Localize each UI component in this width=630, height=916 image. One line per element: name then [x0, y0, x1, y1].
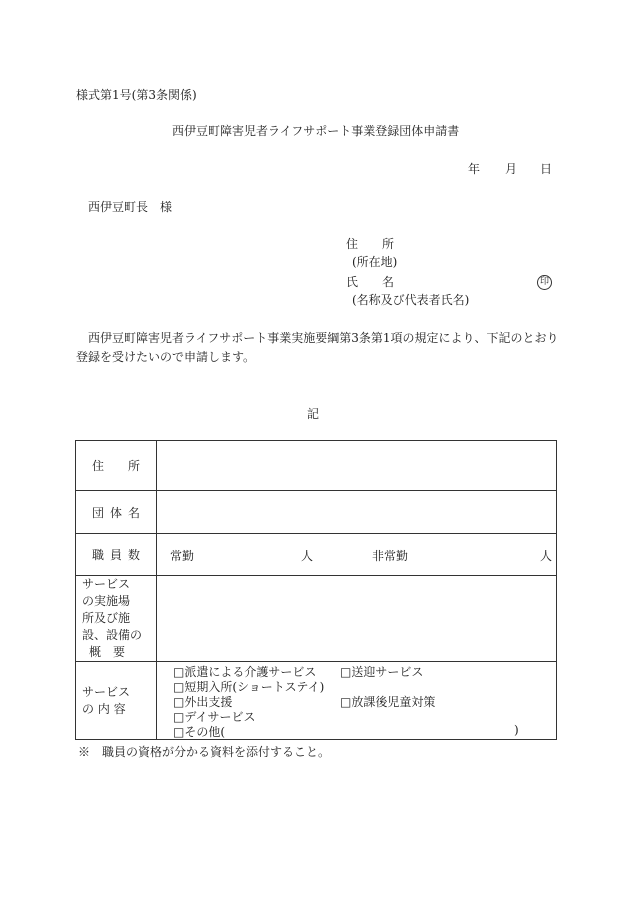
- fulltime-unit: 人: [301, 549, 314, 563]
- group-name-value-cell[interactable]: [157, 491, 557, 534]
- address-label: 住 所: [92, 459, 141, 473]
- group-name-label: 団体名: [92, 505, 147, 520]
- document-title: 西伊豆町障害児者ライフサポート事業登録団体申請書: [172, 124, 460, 138]
- application-table: [75, 440, 557, 740]
- applicant-address-label: 住 所: [346, 237, 395, 251]
- table-row-address: [76, 441, 557, 491]
- service-label-line: サービス: [82, 684, 131, 699]
- parttime-unit: 人: [540, 549, 553, 563]
- service-label-cell: [76, 662, 157, 740]
- fulltime-label: 常勤: [170, 549, 195, 563]
- table-row-group-name: [76, 491, 557, 534]
- facility-value-cell[interactable]: [157, 576, 557, 662]
- service-transport-checkbox[interactable]: □送迎サービス: [340, 665, 424, 679]
- service-short-stay-checkbox[interactable]: □短期入所(ショートステイ): [173, 680, 325, 694]
- table-row-services: [76, 662, 557, 740]
- date-year: 年: [468, 162, 481, 176]
- service-other-close-paren: ): [514, 723, 519, 737]
- applicant-location-label: (所在地): [352, 255, 398, 269]
- address-label-cell: [76, 441, 157, 491]
- services-cell: [157, 662, 557, 740]
- form-number: 様式第1号(第3条関係): [76, 88, 197, 102]
- parttime-label: 非常勤: [372, 549, 409, 563]
- date-month: 月: [505, 162, 518, 176]
- table-row-staff: [76, 534, 557, 576]
- applicant-representative-label: (名称及び代表者氏名): [352, 293, 470, 307]
- facility-label-line: の実施場: [82, 594, 131, 608]
- service-after-school-checkbox[interactable]: □放課後児童対策: [340, 695, 436, 709]
- facility-label-line: 設、設備の: [82, 628, 143, 642]
- body-text-line2: 登録を受けたいので申請します。: [76, 350, 256, 364]
- date-day: 日: [540, 162, 553, 176]
- facility-label-cell: [76, 576, 157, 662]
- ki-heading: 記: [307, 407, 320, 421]
- service-dispatch-care-checkbox[interactable]: □派遣による介護サービス: [173, 665, 317, 679]
- seal-text: 印: [537, 275, 552, 290]
- group-name-label-cell: [76, 491, 157, 534]
- service-label-line: の 内 容: [82, 701, 126, 716]
- addressee: 西伊豆町長 様: [88, 200, 173, 214]
- facility-label-line: サービス: [82, 577, 131, 591]
- body-text-line1: 西伊豆町障害児者ライフサポート事業実施要綱第3条第1項の規定により、下記のとおり: [88, 331, 559, 345]
- applicant-name-label: 氏 名: [346, 275, 395, 289]
- staff-label-cell: [76, 534, 157, 576]
- table-row-facility: [76, 576, 557, 662]
- footnote: ※ 職員の資格が分かる資料を添付すること。: [78, 745, 331, 759]
- facility-label-line: 所及び施: [82, 611, 131, 625]
- staff-value-cell[interactable]: [157, 534, 557, 576]
- seal-mark: [537, 273, 552, 290]
- facility-label-line: 概 要: [89, 645, 126, 659]
- service-other-checkbox[interactable]: □その他(: [173, 725, 226, 739]
- staff-label: 職員数: [92, 548, 147, 562]
- service-day-service-checkbox[interactable]: □デイサービス: [173, 710, 256, 724]
- address-value-cell[interactable]: [157, 441, 557, 491]
- service-outing-support-checkbox[interactable]: □外出支援: [173, 695, 233, 709]
